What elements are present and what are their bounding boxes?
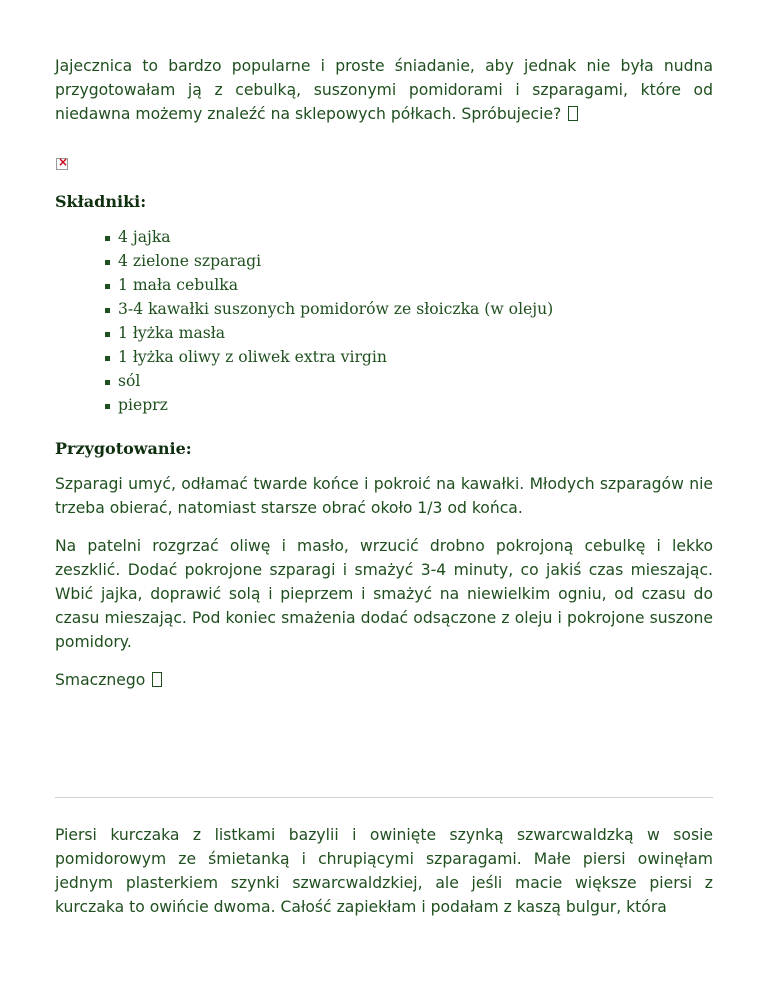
ingredients-heading: Składniki: — [55, 192, 147, 211]
list-item: 4 jajka — [105, 225, 713, 249]
list-item: 4 zielone szparagi — [105, 249, 713, 273]
intro-text: Jajecznica to bardzo popularne i proste śniadanie, aby jednak nie była nudna przygotowałam ją z cebulką, suszonymi pomidorami i szparagami, które od niedawna możemy znaleźć na sklepowych półkach. Spróbujecie? — [55, 57, 713, 123]
list-item: 1 mała cebulka — [105, 273, 713, 297]
list-item: 1 łyżka oliwy z oliwek extra virgin — [105, 345, 713, 369]
emoji-placeholder-icon — [152, 672, 162, 687]
closing-paragraph — [55, 668, 713, 692]
closing-text: Smacznego — [55, 671, 146, 689]
emoji-placeholder-icon — [568, 106, 578, 121]
ingredients-list — [55, 225, 713, 417]
preparation-heading: Przygotowanie: — [55, 439, 192, 458]
preparation-paragraph: Na patelni rozgrzać oliwę i masło, wrzucić drobno pokrojoną cebulkę i lekko zeszklić. Dodać pokrojone szparagi i smażyć 3-4 minuty, co jakiś czas mieszając. Wbić jajka, doprawić solą i pieprzem i smażyć na niewielkim ogniu, od czasu do czasu mieszając. Pod koniec smażenia dodać odsączone z oleju i pokrojone suszone pomidory. — [55, 537, 713, 651]
list-item: sól — [105, 369, 713, 393]
article-content — [55, 54, 713, 706]
second-post — [55, 823, 713, 933]
second-post-paragraph: Piersi kurczaka z listkami bazylii i owinięte szynką szwarcwaldzką w sosie pomidorowym ze śmietanką i chrupiącymi szparagami. Małe piersi owinęłam jednym plasterkiem szynki szwarcwaldzkiej, ale jeśli macie większe piersi z kurczaka to owińcie dwoma. Całość zapiekłam i podałam z kaszą bulgur, która — [55, 826, 713, 916]
list-item: 3-4 kawałki suszonych pomidorów ze słoiczka (w oleju) — [105, 297, 713, 321]
preparation-paragraph: Szparagi umyć, odłamać twarde końce i pokroić na kawałki. Młodych szparagów nie trzeba obierać, natomiast starsze obrać około 1/3 od końca. — [55, 475, 713, 517]
post-separator — [55, 797, 713, 798]
broken-image-icon — [56, 158, 68, 170]
list-item: 1 łyżka masła — [105, 321, 713, 345]
intro-paragraph — [55, 54, 713, 126]
list-item: pieprz — [105, 393, 713, 417]
